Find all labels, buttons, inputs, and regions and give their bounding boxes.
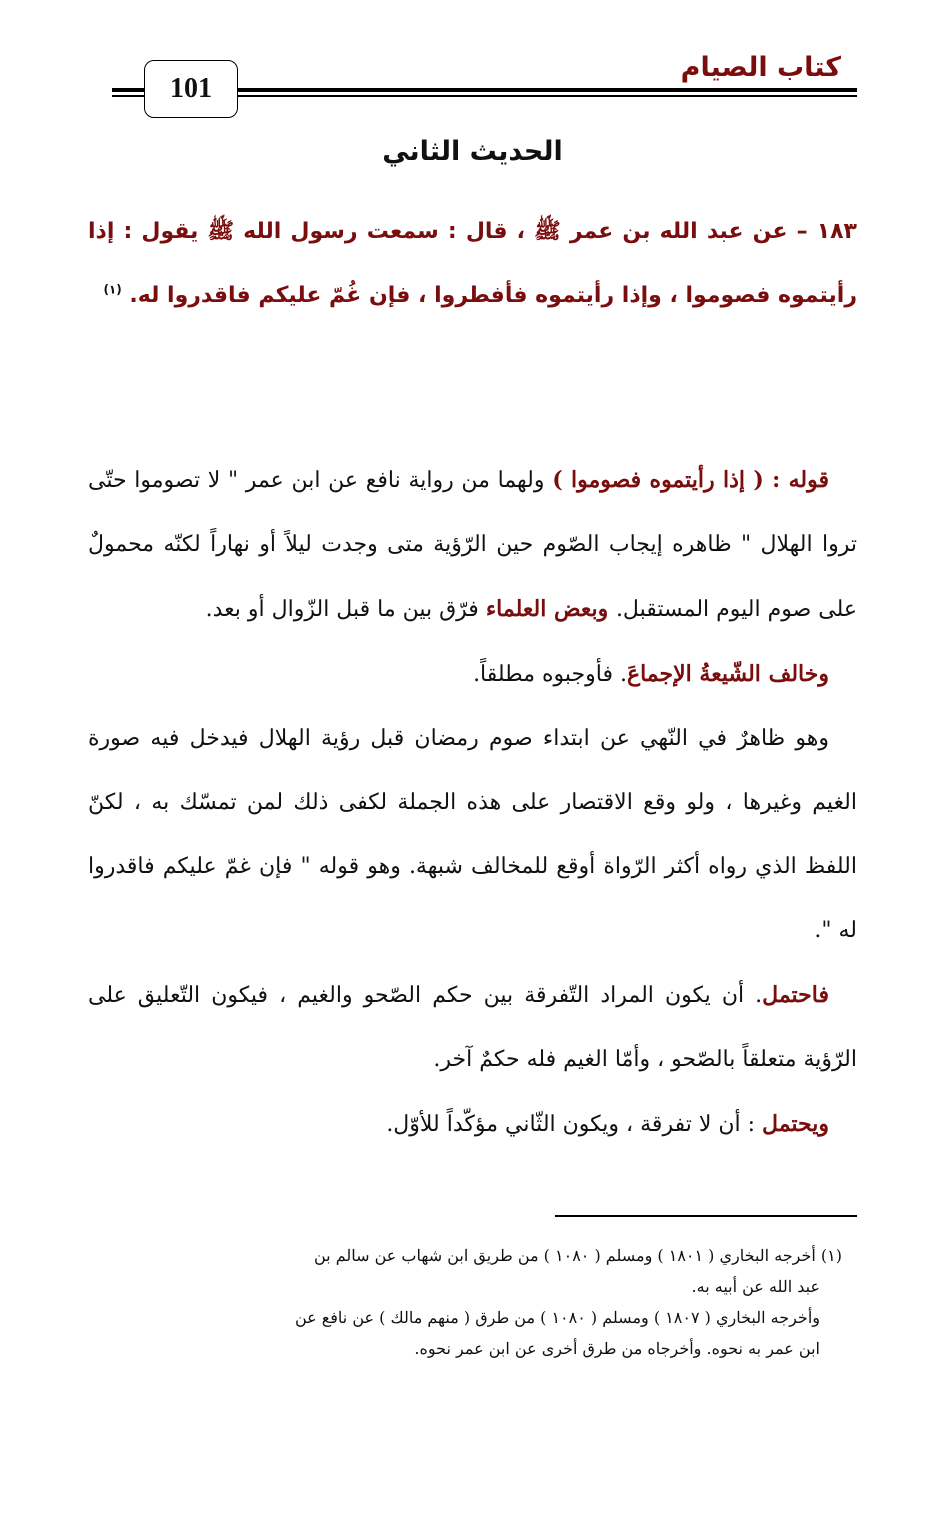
section-title: الحديث الثاني bbox=[382, 136, 563, 167]
paragraph-1 bbox=[88, 448, 857, 642]
paragraph-1-highlight: وبعض العلماء bbox=[485, 596, 616, 622]
footnote-2-line-2: ابن عمر به نحوه. وأخرجاه من طرق أخرى عن ابن عمر نحوه. bbox=[414, 1339, 820, 1358]
paragraph-4-text: . أن يكون المراد التّفرقة بين حكم الصّحو والغيم ، فيكون التّعليق على الرّؤية متعلقاً بالصّحو ، وأمّا الغيم فله حكمٌ آخر. bbox=[88, 983, 857, 1072]
paragraph-4-highlight: فاحتمل bbox=[762, 982, 829, 1008]
commentary bbox=[88, 448, 857, 1157]
paragraph-1-tail: فرّق بين ما قبل الزّوال أو بعد. bbox=[205, 597, 486, 622]
paragraph-4 bbox=[88, 963, 857, 1092]
paragraph-2 bbox=[88, 642, 857, 707]
paragraph-5 bbox=[88, 1092, 857, 1157]
hadith-text bbox=[88, 200, 857, 328]
paragraph-2-text: . فأوجبوه مطلقاً. bbox=[473, 662, 627, 687]
footnote-1-line-1: (١) أخرجه البخاري ( ١٨٠١ ) ومسلم ( ١٠٨٠ ) من طريق ابن شهاب عن سالم بن bbox=[314, 1246, 842, 1265]
page-number-box bbox=[144, 60, 238, 118]
paragraph-5-text: : أن لا تفرقة ، ويكون الثّاني مؤكّداً للأوّل. bbox=[386, 1112, 763, 1137]
footnote-separator bbox=[555, 1215, 857, 1217]
footnote-1-line-2: عبد الله عن أبيه به. bbox=[691, 1277, 820, 1296]
hadith-body: ١٨٣ – عن عبد الله بن عمر ﷺ ، قال : سمعت رسول الله ﷺ يقول : إذا رأيتموه فصوموا ، وإذا رأيتموه فأفطروا ، فإن غُمّ عليكم فاقدروا له. bbox=[88, 219, 857, 308]
book-title: كتاب الصيام bbox=[680, 52, 841, 83]
paragraph-2-highlight: وخالف الشّيعةُ الإجماعَ bbox=[626, 661, 829, 687]
footnote-ref: (١) bbox=[103, 282, 122, 297]
page-number: 101 bbox=[170, 73, 212, 104]
footnote-2-line-1: وأخرجه البخاري ( ١٨٠٧ ) ومسلم ( ١٠٨٠ ) من طرق ( منهم مالك ) عن نافع عن bbox=[294, 1308, 820, 1327]
footnotes bbox=[100, 1240, 842, 1364]
paragraph-1-lead: قوله : ( إذا رأيتموه فصوموا ) bbox=[552, 467, 829, 493]
paragraph-3-text: وهو ظاهرٌ في النّهي عن ابتداء صوم رمضان قبل رؤية الهلال فيدخل فيه صورة الغيم وغيرها ، ولو وقع الاقتصار على هذه الجملة لكفى ذلك لمن تمسّك به ، لكنّ اللفظ الذي رواه أكثر الرّواة أوقع للمخالف شبهة. وهو قوله " فإن غمّ عليكم فاقدروا له ". bbox=[88, 726, 857, 943]
paragraph-5-highlight: ويحتمل bbox=[762, 1111, 829, 1137]
paragraph-1-text: ولهما من رواية نافع عن ابن عمر " لا تصوموا حتّى تروا الهلال " ظاهره إيجاب الصّوم حين الرّؤية متى وجدت ليلاً أو نهاراً لكنّه محمولٌ على صوم اليوم المستقبل. bbox=[88, 468, 857, 622]
paragraph-3 bbox=[88, 707, 857, 963]
